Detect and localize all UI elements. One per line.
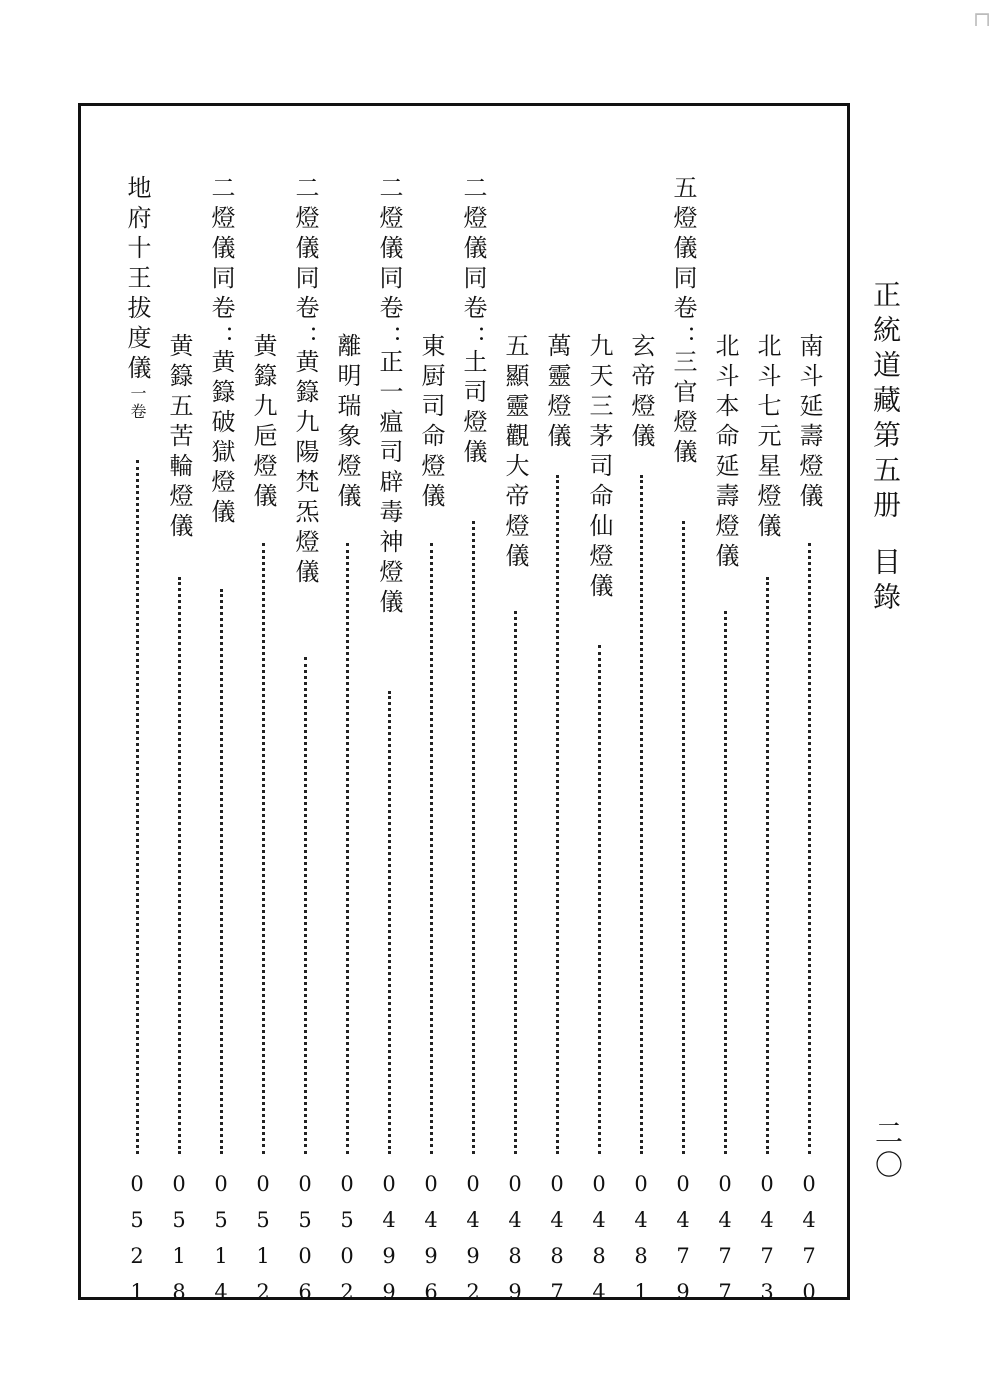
page-digit: 2: [466, 1280, 480, 1304]
page-digit: 4: [592, 1280, 606, 1304]
entry-separator: ：: [291, 325, 319, 349]
page-digit: 2: [256, 1280, 270, 1304]
entry-title: 南斗延壽燈儀: [795, 333, 823, 513]
toc-entry: [207, 175, 235, 529]
page-digit: 0: [130, 1172, 144, 1196]
toc-entry: [501, 333, 529, 573]
entry-group-label: 五燈儀同卷: [669, 175, 697, 325]
entry-group-label: 二燈儀同卷: [459, 175, 487, 325]
entry-title: 北斗本命延壽燈儀: [711, 333, 739, 573]
page-header: [868, 280, 902, 617]
page-digit: 1: [256, 1244, 270, 1268]
page-digit: 0: [718, 1172, 732, 1196]
entry-title: 黄籙九巵燈儀: [249, 333, 277, 513]
page-digit: 9: [676, 1280, 690, 1304]
page-digit: 6: [298, 1280, 312, 1304]
entry-page-number: [248, 1166, 278, 1310]
entry-title: 三官燈儀: [669, 349, 697, 469]
toc-entry: [249, 333, 277, 513]
toc-entry: [795, 333, 823, 513]
page-digit: 4: [214, 1280, 228, 1304]
page-digit: 0: [592, 1172, 606, 1196]
page-digit: 5: [298, 1208, 312, 1232]
page-digit: 2: [340, 1280, 354, 1304]
entry-page-number: [290, 1166, 320, 1310]
dotted-leader: [388, 691, 391, 1154]
page-digit: 0: [676, 1172, 690, 1196]
toc-entry: [291, 175, 319, 589]
page-digit: 5: [256, 1208, 270, 1232]
entry-page-number: [584, 1166, 614, 1310]
entry-title: 土司燈儀: [459, 349, 487, 469]
entry-separator: ：: [207, 325, 235, 349]
corner-mark: ┌┐: [969, 2, 994, 26]
toc-entry: [459, 175, 487, 469]
page-digit: 0: [802, 1172, 816, 1196]
dotted-leader: [136, 460, 139, 1154]
page-digit: 8: [634, 1244, 648, 1268]
page-digit: 7: [802, 1244, 816, 1268]
entry-group-label: 二燈儀同卷: [375, 175, 403, 325]
page-digit: 7: [718, 1280, 732, 1304]
page-digit: 0: [340, 1244, 354, 1268]
entry-title: 黄籙九陽梵炁燈儀: [291, 349, 319, 589]
toc-entry: [753, 333, 781, 543]
dotted-leader: [178, 577, 181, 1154]
page-digit: 0: [466, 1172, 480, 1196]
entry-page-number: [374, 1166, 404, 1310]
page-digit: 4: [508, 1208, 522, 1232]
page-digit: 7: [676, 1244, 690, 1268]
toc-entry: [417, 333, 445, 513]
page-digit: 0: [550, 1172, 564, 1196]
entry-page-number: [206, 1166, 236, 1310]
entry-page-number: [332, 1166, 362, 1310]
entry-page-number: [668, 1166, 698, 1310]
page-digit: 4: [760, 1208, 774, 1232]
page-digit: 6: [424, 1280, 438, 1304]
entry-title: 五顯靈觀大帝燈儀: [501, 333, 529, 573]
page-digit: 0: [214, 1172, 228, 1196]
entry-page-number: [164, 1166, 194, 1310]
dotted-leader: [766, 577, 769, 1154]
toc-entry: [333, 333, 361, 513]
page-digit: 4: [634, 1208, 648, 1232]
page-digit: 4: [592, 1208, 606, 1232]
toc-entry: [627, 333, 655, 453]
dotted-leader: [472, 521, 475, 1154]
page-digit: 4: [424, 1208, 438, 1232]
page-digit: 7: [718, 1244, 732, 1268]
page-digit: 0: [256, 1172, 270, 1196]
dotted-leader: [598, 645, 601, 1154]
entry-title: 黄籙五苦輪燈儀: [165, 333, 193, 543]
toc-entry: [711, 333, 739, 573]
page-digit: 1: [634, 1280, 648, 1304]
page-digit: 5: [172, 1208, 186, 1232]
dotted-leader: [304, 657, 307, 1154]
entry-page-number: [122, 1166, 152, 1310]
entry-separator: ：: [669, 325, 697, 349]
page-digit: 8: [508, 1244, 522, 1268]
page-digit: 2: [130, 1244, 144, 1268]
entry-page-number: [752, 1166, 782, 1310]
dotted-leader: [682, 521, 685, 1154]
page-digit: 9: [424, 1244, 438, 1268]
entry-title: 玄帝燈儀: [627, 333, 655, 453]
toc-entry: [585, 333, 613, 603]
toc-entry: [123, 175, 151, 421]
dotted-leader: [808, 543, 811, 1154]
entry-separator: ：: [459, 325, 487, 349]
page-digit: 5: [130, 1208, 144, 1232]
entry-page-number: [794, 1166, 824, 1310]
entry-separator: ：: [375, 325, 403, 349]
dotted-leader: [640, 475, 643, 1154]
page-digit: 9: [382, 1280, 396, 1304]
entry-title: 九天三茅司命仙燈儀: [585, 333, 613, 603]
page-digit: 0: [424, 1172, 438, 1196]
page-digit: 1: [130, 1280, 144, 1304]
page-digit: 0: [802, 1280, 816, 1304]
entry-title: 東厨司命燈儀: [417, 333, 445, 513]
page-digit: 0: [382, 1172, 396, 1196]
page-digit: 0: [634, 1172, 648, 1196]
toc-entry: [165, 333, 193, 543]
entry-page-number: [500, 1166, 530, 1310]
entry-title: 萬靈燈儀: [543, 333, 571, 453]
page-digit: 7: [760, 1244, 774, 1268]
page-digit: 4: [718, 1208, 732, 1232]
page-digit: 0: [172, 1172, 186, 1196]
page-digit: 8: [172, 1280, 186, 1304]
dotted-leader: [220, 589, 223, 1154]
page-digit: 0: [508, 1172, 522, 1196]
page-digit: 5: [214, 1208, 228, 1232]
entry-page-number: [626, 1166, 656, 1310]
page-digit: 1: [172, 1244, 186, 1268]
entry-volume-note: 一卷: [128, 385, 147, 421]
toc-entry: [543, 333, 571, 453]
page-digit: 9: [382, 1244, 396, 1268]
page-digit: 4: [466, 1208, 480, 1232]
page-digit: 8: [550, 1244, 564, 1268]
page-digit: 4: [802, 1208, 816, 1232]
page-digit: 9: [508, 1280, 522, 1304]
entry-title: 地府十王拔度儀: [123, 175, 151, 385]
entry-page-number: [710, 1166, 740, 1310]
page-digit: 5: [340, 1208, 354, 1232]
entry-page-number: [458, 1166, 488, 1310]
dotted-leader: [346, 543, 349, 1154]
entry-group-label: 二燈儀同卷: [291, 175, 319, 325]
page-digit: 0: [298, 1244, 312, 1268]
page-digit: 0: [298, 1172, 312, 1196]
entry-group-label: 二燈儀同卷: [207, 175, 235, 325]
folio-number: 二〇: [871, 1118, 904, 1182]
entry-title: 離明瑞象燈儀: [333, 333, 361, 513]
toc-entry: [375, 175, 403, 619]
dotted-leader: [556, 475, 559, 1154]
page-digit: 4: [382, 1208, 396, 1232]
page-digit: 0: [760, 1172, 774, 1196]
entry-title: 正一瘟司辟毒神燈儀: [375, 349, 403, 619]
page-digit: 3: [760, 1280, 774, 1304]
page-digit: 7: [550, 1280, 564, 1304]
dotted-leader: [514, 611, 517, 1154]
page-digit: 9: [466, 1244, 480, 1268]
page-digit: 0: [340, 1172, 354, 1196]
toc-entry: [669, 175, 697, 469]
dotted-leader: [262, 543, 265, 1154]
page-digit: 1: [214, 1244, 228, 1268]
entry-title: 北斗七元星燈儀: [753, 333, 781, 543]
entry-page-number: [416, 1166, 446, 1310]
page-digit: 8: [592, 1244, 606, 1268]
entry-page-number: [542, 1166, 572, 1310]
entry-title: 黄籙破獄燈儀: [207, 349, 235, 529]
dotted-leader: [724, 611, 727, 1154]
page-digit: 4: [676, 1208, 690, 1232]
section-title: 目錄: [869, 547, 902, 617]
dotted-leader: [430, 543, 433, 1154]
collection-title: 正統道藏第五册: [869, 280, 902, 525]
page-digit: 4: [550, 1208, 564, 1232]
